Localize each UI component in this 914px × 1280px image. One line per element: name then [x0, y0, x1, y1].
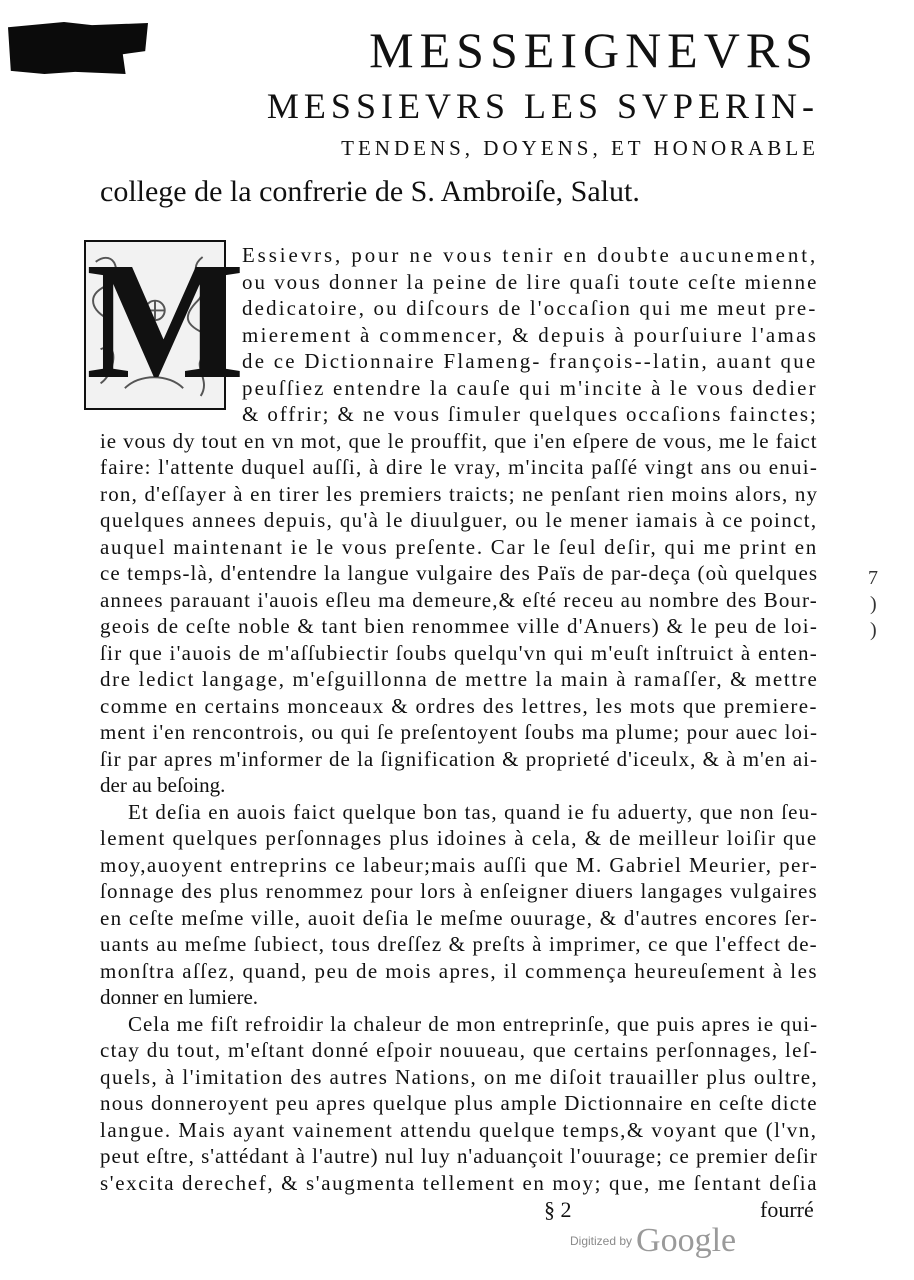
text-line: Et deſia en auois faict quelque bon tas, quand ie fu aduerty, que non ſeu- — [128, 800, 819, 824]
drop-cap-letter: M — [86, 228, 245, 414]
text-line: uants au meſme ſubiect, tous dreſſez & preſts à imprimer, ce que l'effect de- — [100, 932, 818, 956]
text-line: ſonnage des plus renommez pour lors à enſeigner diuers langages vulgaires — [100, 879, 818, 903]
text-line: nous donneroyent peu apres quelque plus ample Dictionnaire en ceſte dicte — [100, 1091, 818, 1115]
digitized-watermark — [570, 1222, 736, 1260]
text-line: dedicatoire, ou diſcours de l'occaſion qui me meut pre- — [242, 296, 818, 320]
text-line: quelques annees depuis, qu'à le diuulguer, ou le mener iamais à ce poinct, — [100, 508, 818, 532]
text-line: & offrir; & ne vous ſimuler quelques occaſions fainctes; — [242, 402, 818, 426]
margin-mark: ) — [870, 619, 877, 641]
ink-blot-decoration — [8, 22, 148, 74]
text-line: mierement à commencer, & depuis à pourſuiure l'amas — [242, 323, 819, 347]
text-line: peuſſiez entendre la cauſe qui m'incite à le vous dedier — [242, 376, 818, 400]
ornamental-drop-cap — [84, 228, 245, 414]
text-line: dre ledict langage, m'eſguillonna de mettre la main à ramaſſer, & mettre — [100, 667, 819, 691]
catchword: fourré — [760, 1197, 814, 1222]
text-line: lement quelques perſonnages plus idoines à cela, & de meilleur loiſir que — [100, 826, 818, 850]
text-line: ſir que i'auois de m'aſſubiectir ſoubs quelqu'vn qui m'euſt inſtruict à enten- — [100, 641, 818, 665]
text-line: donner en lumiere. — [100, 985, 259, 1009]
text-line: Cela me fiſt refroidir la chaleur de mon entreprinſe, que puis apres ie qui- — [128, 1012, 819, 1036]
heading-line-3: TENDENS, DOYENS, ET HONORABLE — [341, 136, 819, 160]
margin-mark: 7 — [868, 567, 878, 589]
text-line: s'excita derechef, & s'augmenta tellement en moy; que, me ſentant deſia — [100, 1171, 819, 1195]
text-line: ſir par apres m'informer de la ſignification & proprieté d'iceulx, & à m'en ai- — [100, 747, 818, 771]
text-line: auquel maintenant ie le vous preſente. Car le ſeul deſir, qui me print en — [100, 535, 818, 559]
text-line: de ce Dictionnaire Flameng- françois--latin, auant que — [242, 349, 818, 373]
text-line: moy,auoyent entreprins ce labeur;mais auſſi que M. Gabriel Meurier, per- — [100, 853, 819, 877]
text-line: monſtra aſſez, quand, peu de mois apres, il commença heureuſement à les — [100, 959, 818, 983]
text-line: ment i'en rencontrois, ou qui ſe preſentoyent ſoubs ma plume; pour auec loi- — [100, 720, 819, 744]
text-line: geois de ceſte noble & tant bien renommee ville d'Anuers) & le peu de loi- — [100, 614, 819, 638]
watermark-brand: Google — [636, 1222, 737, 1259]
heading-line-1: MESSEIGNEVRS — [369, 22, 819, 78]
text-line: en ceſte meſme ville, auoit deſia le meſme ouurage, & d'autres encores ſer- — [100, 906, 819, 930]
text-line: peut eſtre, s'attédant à l'autre) nul luy n'aduançoit l'ouurage; ce premier deſir — [100, 1144, 818, 1168]
text-line: faire: l'attente duquel auſſi, à dire le vray, m'incita paſſé vingt ans ou enui- — [100, 455, 819, 479]
text-line: ce temps-là, d'entendre la langue vulgaire des Païs de par-deça (où quelques — [100, 561, 819, 585]
text-line: ou vous donner la peine de lire quaſi toute ceſte mienne — [242, 270, 819, 294]
text-line: annees parauant i'auois eſleu ma demeure,& eſté receu au nombre des Bour- — [100, 588, 818, 612]
text-line: langue. Mais ayant vainement attendu quelque temps,& voyant que (l'vn, — [100, 1118, 818, 1142]
heading-line-2: MESSIEVRS LES SVPERIN- — [266, 86, 819, 126]
margin-mark: ) — [870, 593, 877, 615]
text-line: ron, d'eſſayer à en tirer les premiers traicts; ne penſant rien moins alors, ny — [100, 482, 819, 506]
watermark-prefix: Digitized by — [570, 1234, 633, 1248]
text-line: der au beſoing. — [100, 773, 226, 797]
text-line: quels, à l'imitation des autres Nations, on me diſoit trauailler plus oultre, — [100, 1065, 819, 1089]
heading-line-4: college de la confrerie de S. Ambroiſe, Salut. — [100, 175, 640, 208]
text-line: ctay du tout, m'eſtant donné eſpoir nouueau, que certains perſonnages, leſ- — [100, 1038, 819, 1062]
text-line: ie vous dy tout en vn mot, que le prouffit, que i'en eſpere de vous, me le faict — [100, 429, 818, 453]
text-line: comme en certains monceaux & ordres des lettres, les mots que premiere- — [100, 694, 818, 718]
text-line: Essievrs, pour ne vous tenir en doubte aucunement, — [242, 243, 819, 267]
signature-mark: § 2 — [544, 1197, 572, 1222]
